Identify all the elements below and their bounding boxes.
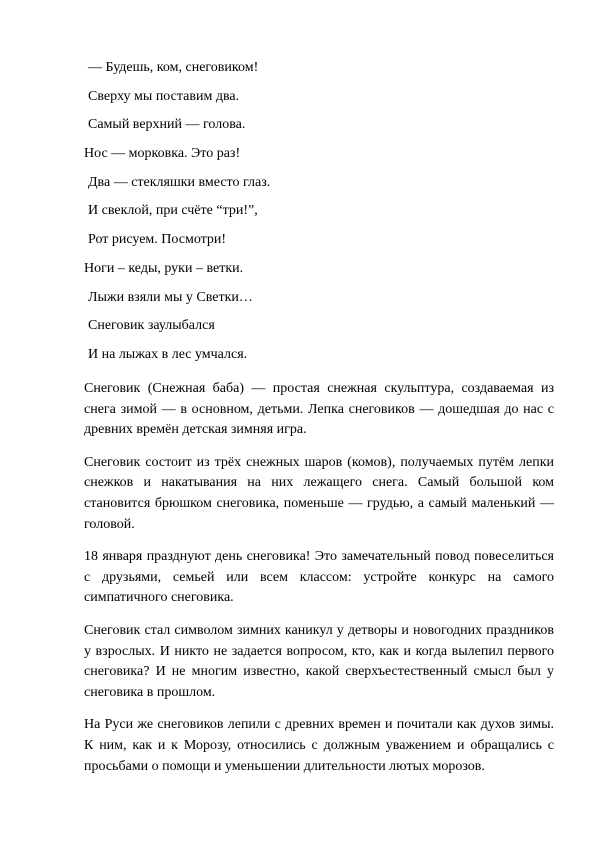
- poem-line: Сверху мы поставим два.: [88, 88, 240, 104]
- prose-section: [84, 379, 554, 789]
- paragraph-symbol: Снеговик стал символом зимних каникул у детворы и новогодних праздников у взрослых. И никто не задается вопросом, кто, как и когда вылепил первого снеговика? И не многим известно, какой сверхъестественный смысл был у снеговика в прошлом.: [84, 622, 554, 700]
- poem-line: Нос — морковка. Это раз!: [84, 146, 241, 162]
- poem-line: Два — стекляшки вместо глаз.: [88, 174, 271, 190]
- poem-line: Ноги – кеды, руки – ветки.: [84, 260, 244, 276]
- poem-line: И на лыжах в лес умчался.: [88, 346, 248, 362]
- poem-line: И свеклой, при счёте “три!”,: [88, 203, 258, 219]
- poem-line: — Будешь, ком, снеговиком!: [88, 60, 259, 75]
- poem: [84, 58, 544, 374]
- poem-line: Снеговик заулыбался: [88, 318, 215, 334]
- paragraph-structure: Снеговик состоит из трёх снежных шаров (комов), получаемых путём лепки снежков и накатывания на них лежащего снега. Самый большой ком становится брюшком снеговика, поменьше — грудью, а самый маленький — головой.: [84, 454, 554, 532]
- poem-line: Самый верхний — голова.: [88, 117, 246, 133]
- poem-line: Лыжи взяли мы у Светки…: [88, 289, 253, 305]
- poem-line: Рот рисуем. Посмотри!: [88, 232, 227, 248]
- paragraph-definition: Снеговик (Снежная баба) — простая снежная скульптура, создаваемая из снега зимой — в основном, детьми. Лепка снеговиков — дошедшая до нас с древних времён детская зимняя игра.: [84, 381, 554, 438]
- paragraph-history: На Руси же снеговиков лепили с древних времен и почитали как духов зимы. К ним, как и к Морозу, относились с должным уважением и обращались с просьбами о помощи и уменьшении длительности лютых морозов.: [84, 717, 554, 774]
- paragraph-holiday: 18 января празднуют день снеговика! Это замечательный повод повеселиться с друзьями, семьей или всем классом: устройте конкурс на самого симпатичного снеговика.: [84, 549, 554, 606]
